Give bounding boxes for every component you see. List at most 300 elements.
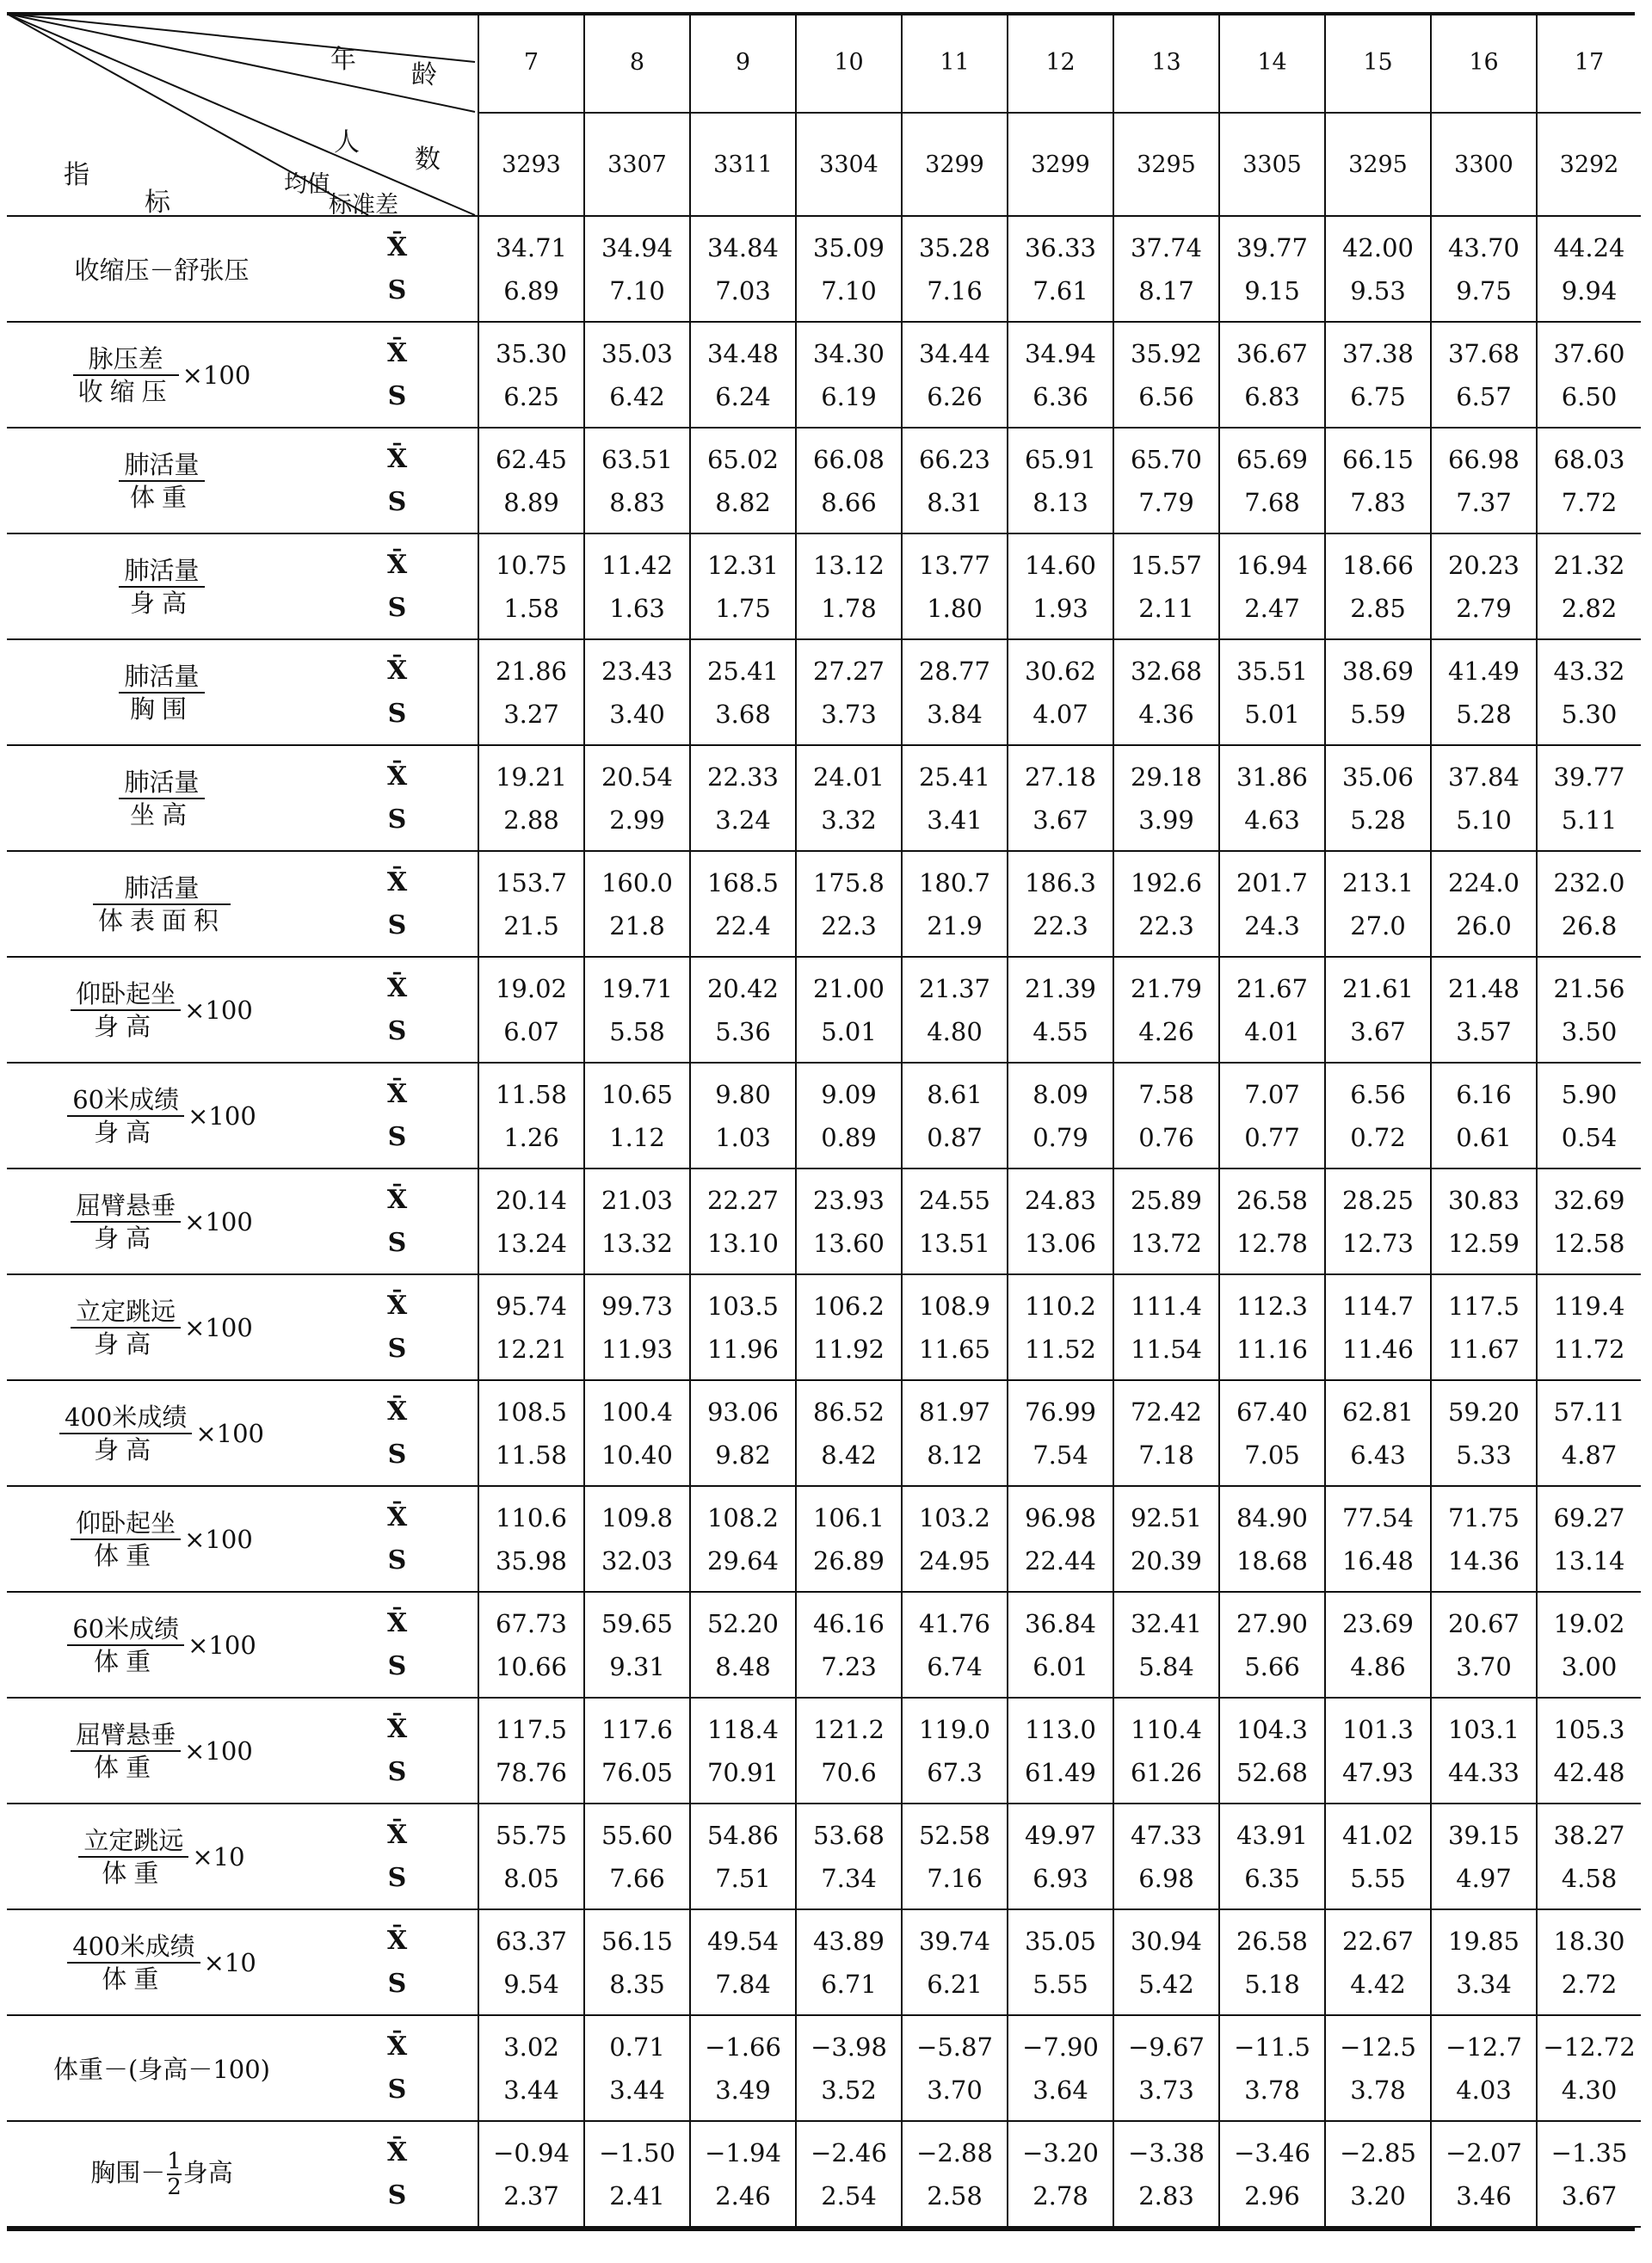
value-cell [1113,1063,1219,1168]
value-cell [902,957,1008,1063]
value-cell [690,2121,796,2227]
mean-value: −0.94 [493,2137,570,2167]
indicator-denominator: 身高 [94,1223,158,1253]
mean-value: 65.70 [1130,444,1203,474]
value-cell [796,216,902,322]
value-cell [584,1804,690,1909]
indicator-fraction [73,344,179,406]
sd-value: 6.93 [1032,1863,1088,1893]
indicator-fraction [119,450,204,512]
age-header-cell: 14 [1219,12,1325,113]
value-cell [1113,1274,1219,1380]
indicator-label [7,1168,317,1274]
indicator-denominator: 体重 [102,1858,166,1888]
sd-value: 13.51 [918,1228,991,1258]
value-cell [690,1804,796,1909]
mean-value: 192.6 [1130,867,1203,897]
value-cell [478,1486,584,1592]
mean-value: 0.71 [609,2032,665,2062]
indicator-numerator: 仰卧起坐 [71,979,181,1011]
mean-value: 24.01 [812,762,885,792]
value-cell [1008,1063,1113,1168]
mean-value: 35.30 [495,338,568,368]
indicator-multiplier: ×100 [184,1206,253,1236]
value-cell [1325,1274,1431,1380]
mean-value: −2.88 [916,2137,993,2167]
mean-value: 67.73 [495,1608,568,1638]
indicator-label [7,428,317,533]
value-cell [1537,745,1641,851]
mean-value: 36.67 [1236,338,1309,368]
value-cell [796,1486,902,1592]
sd-value: 13.72 [1130,1228,1203,1258]
mean-value: 72.42 [1130,1397,1203,1427]
mean-value: 25.89 [1130,1185,1203,1215]
mean-value: 29.18 [1130,762,1203,792]
mean-value: 110.2 [1024,1291,1097,1321]
mean-value: 56.15 [601,1926,674,1956]
sd-value: 13.60 [812,1228,885,1258]
header-indicator-char-1: 指 [64,160,89,190]
header-indicator-char-2: 标 [145,188,170,218]
mean-value: −1.94 [705,2137,781,2167]
value-cell [1008,428,1113,533]
mean-value: 66.98 [1447,444,1520,474]
mean-symbol: X̄ [386,1607,408,1638]
sd-value: 26.0 [1456,910,1512,940]
age-header-cell: 10 [796,12,902,113]
mean-value: 86.52 [812,1397,885,1427]
statistic-symbols [317,1909,478,2015]
value-cell [1325,1592,1431,1698]
sd-value: 8.35 [609,1969,665,1999]
mean-value: 63.51 [601,444,674,474]
mean-value: 22.67 [1341,1926,1415,1956]
sd-symbol: S [387,1862,407,1893]
indicator-fraction [71,1191,181,1253]
value-cell [1219,1063,1325,1168]
mean-value: 7.07 [1244,1079,1300,1109]
mean-value: 21.03 [601,1185,674,1215]
mean-value: 5.90 [1561,1079,1618,1109]
value-cell [478,1168,584,1274]
sd-value: 5.55 [1350,1863,1406,1893]
mean-value: 21.86 [495,656,568,686]
sd-value: 10.66 [495,1651,568,1681]
value-cell [902,1274,1008,1380]
indicator-fraction [71,1508,181,1570]
mean-value: 66.15 [1341,444,1415,474]
sd-value: 2.58 [927,2180,983,2211]
value-cell [1325,851,1431,957]
value-cell [1219,851,1325,957]
count-header-cell: 3305 [1219,113,1325,216]
indicator-row-group [7,1804,1641,1909]
sd-value: 11.72 [1553,1334,1625,1364]
mean-value: 92.51 [1130,1502,1203,1532]
header-age-char-2: 龄 [411,60,437,90]
sd-value: 5.36 [715,1016,771,1046]
indicator-multiplier: ×100 [184,1312,253,1342]
mean-value: 20.54 [601,762,674,792]
indicator-multiplier: ×100 [182,360,251,390]
sd-value: 3.78 [1244,2075,1300,2105]
sd-value: 7.10 [821,275,877,305]
header-age-row [7,12,1641,113]
mean-value: 3.02 [503,2032,559,2062]
indicator-label-text: 收缩压－舒张压 [74,256,250,285]
sd-value: 67.3 [927,1757,983,1787]
mean-value: 34.30 [812,338,885,368]
value-cell [796,1168,902,1274]
mean-value: 112.3 [1236,1291,1309,1321]
mean-value: 30.62 [1024,656,1097,686]
indicator-multiplier: ×100 [184,1524,253,1554]
indicator-label [7,216,317,322]
mean-value: 25.41 [918,762,991,792]
indicator-row-group [7,1698,1641,1804]
indicator-row-group [7,1380,1641,1486]
indicator-label [7,1380,317,1486]
mean-symbol: X̄ [386,1819,408,1850]
value-cell [796,1380,902,1486]
sd-value: 5.01 [1244,699,1300,729]
age-header-cell: 13 [1113,12,1219,113]
indicator-label [7,745,317,851]
indicator-numerator: 400米成绩 [59,1403,192,1434]
sd-value: 9.53 [1350,275,1406,305]
mean-value: 42.00 [1341,232,1415,262]
sd-value: 1.03 [715,1122,771,1152]
sd-value: 44.33 [1447,1757,1520,1787]
mean-value: 21.00 [812,973,885,1003]
indicator-label-text: 体重－(身高－100) [53,2055,270,2084]
indicator-label [7,851,317,957]
indicator-multiplier: ×100 [184,1736,253,1766]
mean-value: 21.32 [1553,550,1625,580]
mean-symbol: X̄ [386,761,408,792]
age-header-cell: 11 [902,12,1008,113]
sd-value: 11.65 [918,1334,991,1364]
mean-value: 7.58 [1138,1079,1194,1109]
indicator-fraction [67,1085,184,1147]
value-cell [1325,2015,1431,2121]
mean-value: 103.5 [706,1291,780,1321]
sd-value: 7.18 [1138,1440,1194,1470]
sd-value: 5.30 [1561,699,1618,729]
value-cell [902,1804,1008,1909]
indicator-denominator: 体重 [94,1540,158,1570]
mean-value: 20.14 [495,1185,568,1215]
sd-value: 3.68 [715,699,771,729]
sd-value: 7.54 [1032,1440,1088,1470]
sd-value: 8.82 [715,487,771,517]
statistic-symbols [317,1592,478,1698]
mean-value: 21.48 [1447,973,1520,1003]
mean-value: 117.6 [601,1714,674,1744]
value-cell [902,851,1008,957]
sd-value: 6.83 [1244,381,1300,411]
sd-value: 6.01 [1032,1651,1088,1681]
value-cell [584,322,690,428]
mean-value: 35.03 [601,338,674,368]
value-cell [690,1063,796,1168]
sd-value: 3.00 [1561,1651,1618,1681]
sd-value: 8.17 [1138,275,1194,305]
sd-symbol: S [387,1756,407,1787]
sd-value: 3.46 [1456,2180,1512,2211]
value-cell [584,533,690,639]
value-cell [478,1380,584,1486]
mean-value: 25.41 [706,656,780,686]
sd-value: 5.01 [821,1016,877,1046]
sd-value: 7.16 [927,1863,983,1893]
indicator-numerator: 屈臂悬垂 [71,1191,181,1223]
header-count-char-1: 人 [334,127,360,157]
indicator-fraction [119,556,204,618]
age-header-cell: 8 [584,12,690,113]
value-cell [1325,1380,1431,1486]
sd-symbol: S [387,2180,407,2211]
statistic-symbols [317,639,478,745]
value-cell [1537,1168,1641,1274]
mean-value: −12.7 [1446,2032,1522,2062]
value-cell [796,1592,902,1698]
indicator-row-group [7,1592,1641,1698]
sd-value: 4.26 [1138,1016,1194,1046]
mean-symbol: X̄ [386,231,408,262]
value-cell [1431,1698,1537,1804]
statistic-symbols [317,1274,478,1380]
sd-value: 3.52 [821,2075,877,2105]
sd-value: 12.73 [1341,1228,1415,1258]
mean-value: 168.5 [706,867,780,897]
indicator-row-group [7,1168,1641,1274]
value-cell [1219,1380,1325,1486]
value-cell [1008,1274,1113,1380]
sd-value: 6.07 [503,1016,559,1046]
sd-value: 0.89 [821,1122,877,1152]
value-cell [1431,1380,1537,1486]
mean-value: 20.42 [706,973,780,1003]
indicator-denominator: 身高 [94,1434,158,1464]
sd-value: 8.31 [927,487,983,517]
sd-symbol: S [387,380,407,411]
sd-symbol: S [387,804,407,835]
sd-value: 22.3 [1032,910,1088,940]
sd-symbol: S [387,910,407,940]
sd-value: 6.74 [927,1651,983,1681]
mean-value: 38.27 [1553,1820,1625,1850]
value-cell [1431,2121,1537,2227]
sd-value: 61.26 [1130,1757,1203,1787]
sd-value: 11.93 [601,1334,674,1364]
value-cell [1008,851,1113,957]
mean-value: 36.33 [1024,232,1097,262]
indicator-multiplier: ×100 [188,1101,256,1131]
value-cell [1008,1486,1113,1592]
sd-value: 4.36 [1138,699,1194,729]
sd-value: 21.9 [927,910,983,940]
indicator-denominator: 坐高 [129,799,194,829]
sd-value: 70.6 [821,1757,877,1787]
value-cell [1113,1486,1219,1592]
sd-value: 8.42 [821,1440,877,1470]
mean-value: 84.90 [1236,1502,1309,1532]
value-cell [1113,1698,1219,1804]
mean-value: 37.38 [1341,338,1415,368]
sd-value: 11.16 [1236,1334,1309,1364]
mean-value: 34.84 [706,232,780,262]
mean-value: 41.02 [1341,1820,1415,1850]
mean-value: 110.4 [1130,1714,1203,1744]
mean-value: 15.57 [1130,550,1203,580]
sd-value: 3.73 [821,699,877,729]
indicator-row-group [7,428,1641,533]
sd-value: 5.10 [1456,805,1512,835]
value-cell [1008,1804,1113,1909]
sd-value: 4.87 [1561,1440,1618,1470]
sd-symbol: S [387,592,407,623]
age-header-cell: 15 [1325,12,1431,113]
mean-value: −7.90 [1022,2032,1099,2062]
value-cell [1537,1698,1641,1804]
value-cell [902,1380,1008,1486]
mean-value: 14.60 [1024,550,1097,580]
value-cell [1219,216,1325,322]
mean-symbol: X̄ [386,337,408,368]
sd-value: 2.37 [503,2180,559,2211]
mean-value: −12.72 [1543,2032,1636,2062]
indicator-numerator: 60米成绩 [67,1085,184,1117]
indicator-row-group [7,957,1641,1063]
sd-value: 5.42 [1138,1969,1194,1999]
sd-value: 3.20 [1350,2180,1406,2211]
mean-value: 38.69 [1341,656,1415,686]
mean-value: 21.56 [1553,973,1625,1003]
value-cell [1325,1698,1431,1804]
value-cell [584,1063,690,1168]
mean-value: 9.80 [715,1079,771,1109]
sd-symbol: S [387,1968,407,1999]
sd-value: 3.67 [1032,805,1088,835]
value-cell [1325,216,1431,322]
value-cell [584,851,690,957]
sd-value: 13.32 [601,1228,674,1258]
mean-value: 175.8 [812,867,885,897]
value-cell [1008,2121,1113,2227]
sd-value: 22.3 [1138,910,1194,940]
sd-value: 8.05 [503,1863,559,1893]
indicator-row-group [7,1486,1641,1592]
header-count-char-2: 数 [415,145,441,175]
indicator-label [7,322,317,428]
sd-value: 6.25 [503,381,559,411]
indicator-fraction [59,1403,192,1464]
statistic-symbols [317,1804,478,1909]
mean-value: 22.27 [706,1185,780,1215]
indicator-numerator: 肺活量 [119,556,204,588]
value-cell [1219,2015,1325,2121]
sd-value: 4.03 [1456,2075,1512,2105]
value-cell [584,639,690,745]
value-cell [1219,639,1325,745]
mean-value: 110.6 [495,1502,568,1532]
sd-value: 29.64 [706,1545,780,1575]
indicator-row-group [7,216,1641,322]
age-header-cell: 9 [690,12,796,113]
indicator-numerator: 肺活量 [93,873,231,905]
value-cell [1431,216,1537,322]
half-fraction [167,2149,182,2199]
mean-value: 68.03 [1553,444,1625,474]
value-cell [1219,2121,1325,2227]
mean-value: 39.74 [918,1926,991,1956]
value-cell [1325,1063,1431,1168]
sd-value: 8.66 [821,487,877,517]
sd-value: 2.79 [1456,593,1512,623]
value-cell [1325,1804,1431,1909]
mean-value: 113.0 [1024,1714,1097,1744]
value-cell [1537,533,1641,639]
sd-value: 9.54 [503,1969,559,1999]
value-cell [902,322,1008,428]
mean-value: 65.91 [1024,444,1097,474]
mean-value: 24.83 [1024,1185,1097,1215]
mean-value: 18.30 [1553,1926,1625,1956]
indicator-row-group [7,2121,1641,2227]
sd-value: 6.24 [715,381,771,411]
mean-value: −3.98 [811,2032,887,2062]
value-cell [1113,1592,1219,1698]
value-cell [902,1168,1008,1274]
mean-value: 109.8 [601,1502,674,1532]
mean-value: 153.7 [495,867,568,897]
mean-value: 10.65 [601,1079,674,1109]
indicator-denominator: 体重 [102,1964,166,1994]
count-header-cell: 3295 [1113,113,1219,216]
mean-value: 114.7 [1341,1291,1415,1321]
indicator-denominator: 身高 [94,1117,158,1147]
indicator-label [7,1063,317,1168]
mean-value: 10.75 [495,550,568,580]
indicator-label [7,1804,317,1909]
statistic-symbols [317,957,478,1063]
value-cell [796,2015,902,2121]
value-cell [1113,1380,1219,1486]
value-cell [1325,533,1431,639]
mean-value: 117.5 [495,1714,568,1744]
mean-symbol: X̄ [386,443,408,474]
value-cell [902,1698,1008,1804]
sd-value: 9.75 [1456,275,1512,305]
value-cell [478,533,584,639]
mean-symbol: X̄ [386,1184,408,1215]
mean-symbol: X̄ [386,549,408,580]
mean-value: 12.31 [706,550,780,580]
value-cell [478,851,584,957]
mean-value: 22.33 [706,762,780,792]
sd-value: 3.70 [1456,1651,1512,1681]
mean-value: 19.71 [601,973,674,1003]
mean-value: 34.71 [495,232,568,262]
mean-value: 21.61 [1341,973,1415,1003]
sd-value: 1.63 [609,593,665,623]
value-cell [690,428,796,533]
value-cell [1325,1486,1431,1592]
mean-value: 160.0 [601,867,674,897]
mean-value: 55.60 [601,1820,674,1850]
